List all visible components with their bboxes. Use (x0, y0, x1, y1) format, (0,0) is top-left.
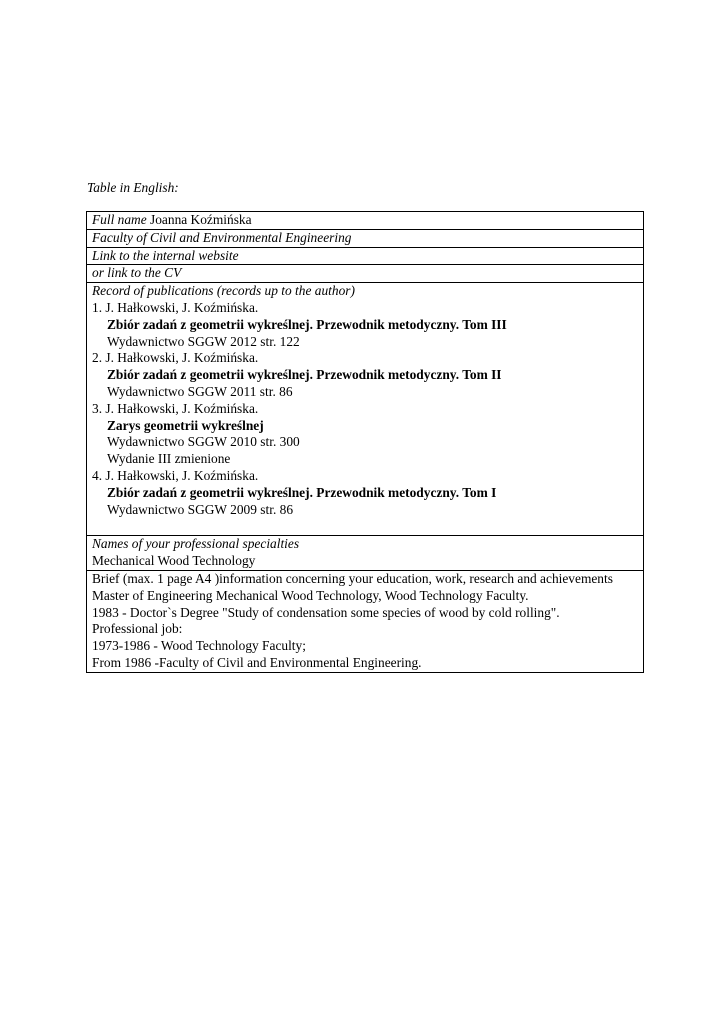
specialties-value: Mechanical Wood Technology (92, 553, 256, 569)
publication-1-title: Zbiór zadań z geometrii wykreślnej. Przewodnik metodyczny. Tom III (107, 316, 507, 332)
table-row-internal-link (87, 247, 644, 265)
publication-3-authors: 3. J. Hałkowski, J. Koźmińska. (92, 400, 259, 416)
internal-link-cell: Link to the internal website (87, 247, 644, 265)
table-row-publications (87, 283, 644, 536)
full-name-value: Joanna Koźmińska (146, 212, 252, 227)
publication-4-title: Zbiór zadań z geometrii wykreślnej. Przewodnik metodyczny. Tom I (107, 484, 497, 500)
brief-doctorate: 1983 - Doctor`s Degree "Study of condensation some species of wood by cold rolling". (92, 604, 560, 620)
brief-cell (87, 570, 644, 672)
table-row-full-name (87, 212, 644, 230)
brief-job-header: Professional job: (92, 621, 183, 637)
publications-cell (87, 283, 644, 536)
brief-education: Master of Engineering Mechanical Wood Technology, Wood Technology Faculty. (92, 587, 529, 603)
table-row-cv-link (87, 265, 644, 283)
specialties-header: Names of your professional specialties (92, 536, 300, 552)
table-row-specialties (87, 536, 644, 571)
cv-table (86, 211, 644, 673)
publication-3-title: Zarys geometrii wykreślnej (107, 417, 264, 433)
publication-4-authors: 4. J. Hałkowski, J. Koźmińska. (92, 467, 259, 483)
publication-2-details: Wydawnictwo SGGW 2011 str. 86 (107, 383, 293, 399)
brief-job-2: From 1986 -Faculty of Civil and Environmental Engineering. (92, 654, 422, 670)
brief-header: Brief (max. 1 page A4 )information concerning your education, work, research and achievements (92, 570, 613, 586)
publication-4-details: Wydawnictwo SGGW 2009 str. 86 (107, 501, 294, 517)
publications-spacer (92, 518, 643, 535)
publications-header: Record of publications (records up to the author) (92, 283, 355, 299)
cv-link-cell: or link to the CV (87, 265, 644, 283)
full-name-label: Full name (92, 212, 147, 227)
publication-2-authors: 2. J. Hałkowski, J. Koźmińska. (92, 350, 259, 366)
specialties-cell (87, 536, 644, 571)
table-row-faculty (87, 229, 644, 247)
publication-1-details: Wydawnictwo SGGW 2012 str. 122 (107, 333, 300, 349)
publication-3-details: Wydawnictwo SGGW 2010 str. 300 (107, 434, 300, 450)
publication-3-edition: Wydanie III zmienione (107, 451, 231, 467)
faculty-cell: Faculty of Civil and Environmental Engineering (87, 229, 644, 247)
publication-1-authors: 1. J. Hałkowski, J. Koźmińska. (92, 299, 259, 315)
table-caption: Table in English: (87, 180, 179, 195)
publication-2-title: Zbiór zadań z geometrii wykreślnej. Przewodnik metodyczny. Tom II (107, 367, 502, 383)
full-name-cell (87, 212, 644, 230)
table-row-brief (87, 570, 644, 672)
brief-job-1: 1973-1986 - Wood Technology Faculty; (92, 638, 306, 654)
